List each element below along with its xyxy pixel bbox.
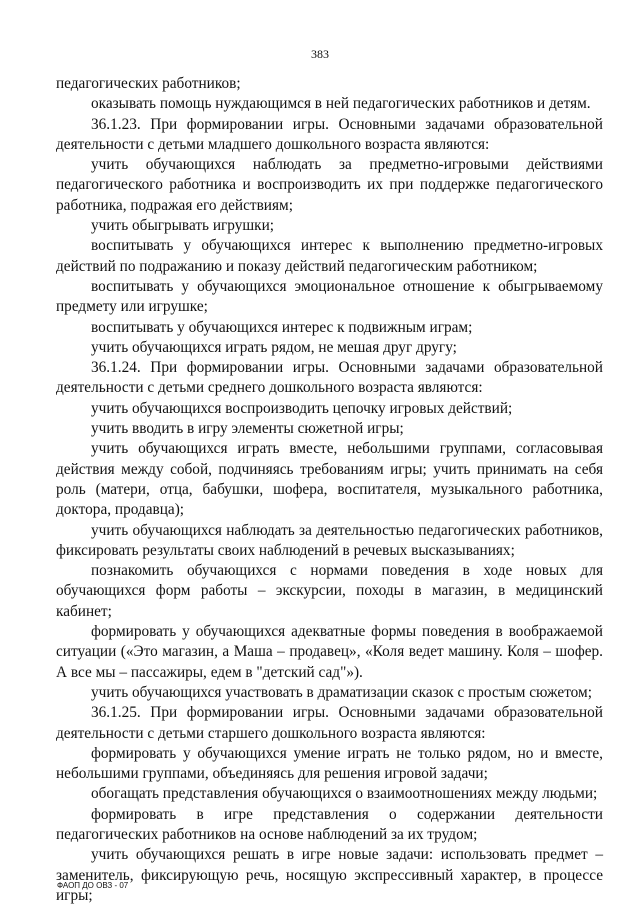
page-number: 383 xyxy=(311,47,329,61)
footer-doc-code: ФАОП ДО ОВЗ - 07 xyxy=(57,881,129,890)
paragraph: формировать у обучающихся умение играть не только рядом, но и вместе, небольшими группами, объединяясь для решения игровой задачи; xyxy=(56,744,603,783)
body-text xyxy=(56,74,603,906)
paragraph: учить обучающихся решать в игре новые задачи: использовать предмет – заменитель, фиксирующую речь, носящую экспрессивный характер, в процессе игры; xyxy=(56,846,603,904)
paragraph: 36.1.24. При формировании игры. Основными задачами образовательной деятельности с детьми среднего дошкольного возраста являются: xyxy=(56,359,603,397)
paragraph: учить вводить в игру элементы сюжетной игры; xyxy=(91,420,404,438)
paragraph: педагогических работников; xyxy=(56,75,241,92)
paragraph: воспитывать у обучающихся эмоциональное отношение к обыгрываемому предмету или игрушке; xyxy=(56,277,603,316)
paragraph: учить обучающихся наблюдать за предметно-игровыми действиями педагогического работника и воспроизводить их при поддержке педагогического работника, подражая его действиям; xyxy=(56,156,603,214)
paragraph: познакомить обучающихся с нормами поведения в ходе новых для обучающихся форм работы – экскурсии, походы в магазин, в медицинский кабинет; xyxy=(56,562,603,620)
paragraph: учить обучающихся наблюдать за деятельностью педагогических работников, фиксировать результаты своих наблюдений в речевых высказываниях; xyxy=(56,521,603,559)
paragraph: учить обыгрывать игрушки; xyxy=(91,217,275,235)
paragraph: 36.1.23. При формировании игры. Основными задачами образовательной деятельности с детьми младшего дошкольного возраста являются: xyxy=(56,115,603,153)
paragraph: формировать в игре представления о содержании деятельности педагогических работников на основе наблюдений за их трудом; xyxy=(56,805,603,843)
paragraph: обогащать представления обучающихся о взаимоотношениях между людьми; xyxy=(91,785,598,803)
paragraph: оказывать помощь нуждающимся в ней педагогических работников и детям. xyxy=(91,95,591,113)
paragraph: формировать у обучающихся адекватные формы поведения в воображаемой ситуации («Это магазин, а Маша – продавец», «Коля ведет машину. Коля – шофер. А все мы – пассажиры, едем в "детский сад"»). xyxy=(56,623,603,681)
paragraph: учить обучающихся участвовать в драматизации сказок с простым сюжетом; xyxy=(91,683,592,701)
paragraph: 36.1.25. При формировании игры. Основными задачами образовательной деятельности с детьми старшего дошкольного возраста являются: xyxy=(56,704,603,742)
paragraph: воспитывать у обучающихся интерес к подвижным играм; xyxy=(91,318,473,336)
paragraph: учить обучающихся воспроизводить цепочку игровых действий; xyxy=(91,399,513,417)
paragraph: учить обучающихся играть вместе, небольшими группами, согласовывая действия между собой, подчиняясь требованиям игры; учить принимать на себя роль (матери, отца, бабушки, шофера, воспитателя, музыкального работника, доктора, продавца); xyxy=(56,440,603,519)
paragraph: воспитывать у обучающихся интерес к выполнению предметно-игровых действий по подражанию и показу действий педагогическим работником; xyxy=(56,237,603,275)
paragraph: учить обучающихся играть рядом, не мешая друг другу; xyxy=(91,338,457,356)
